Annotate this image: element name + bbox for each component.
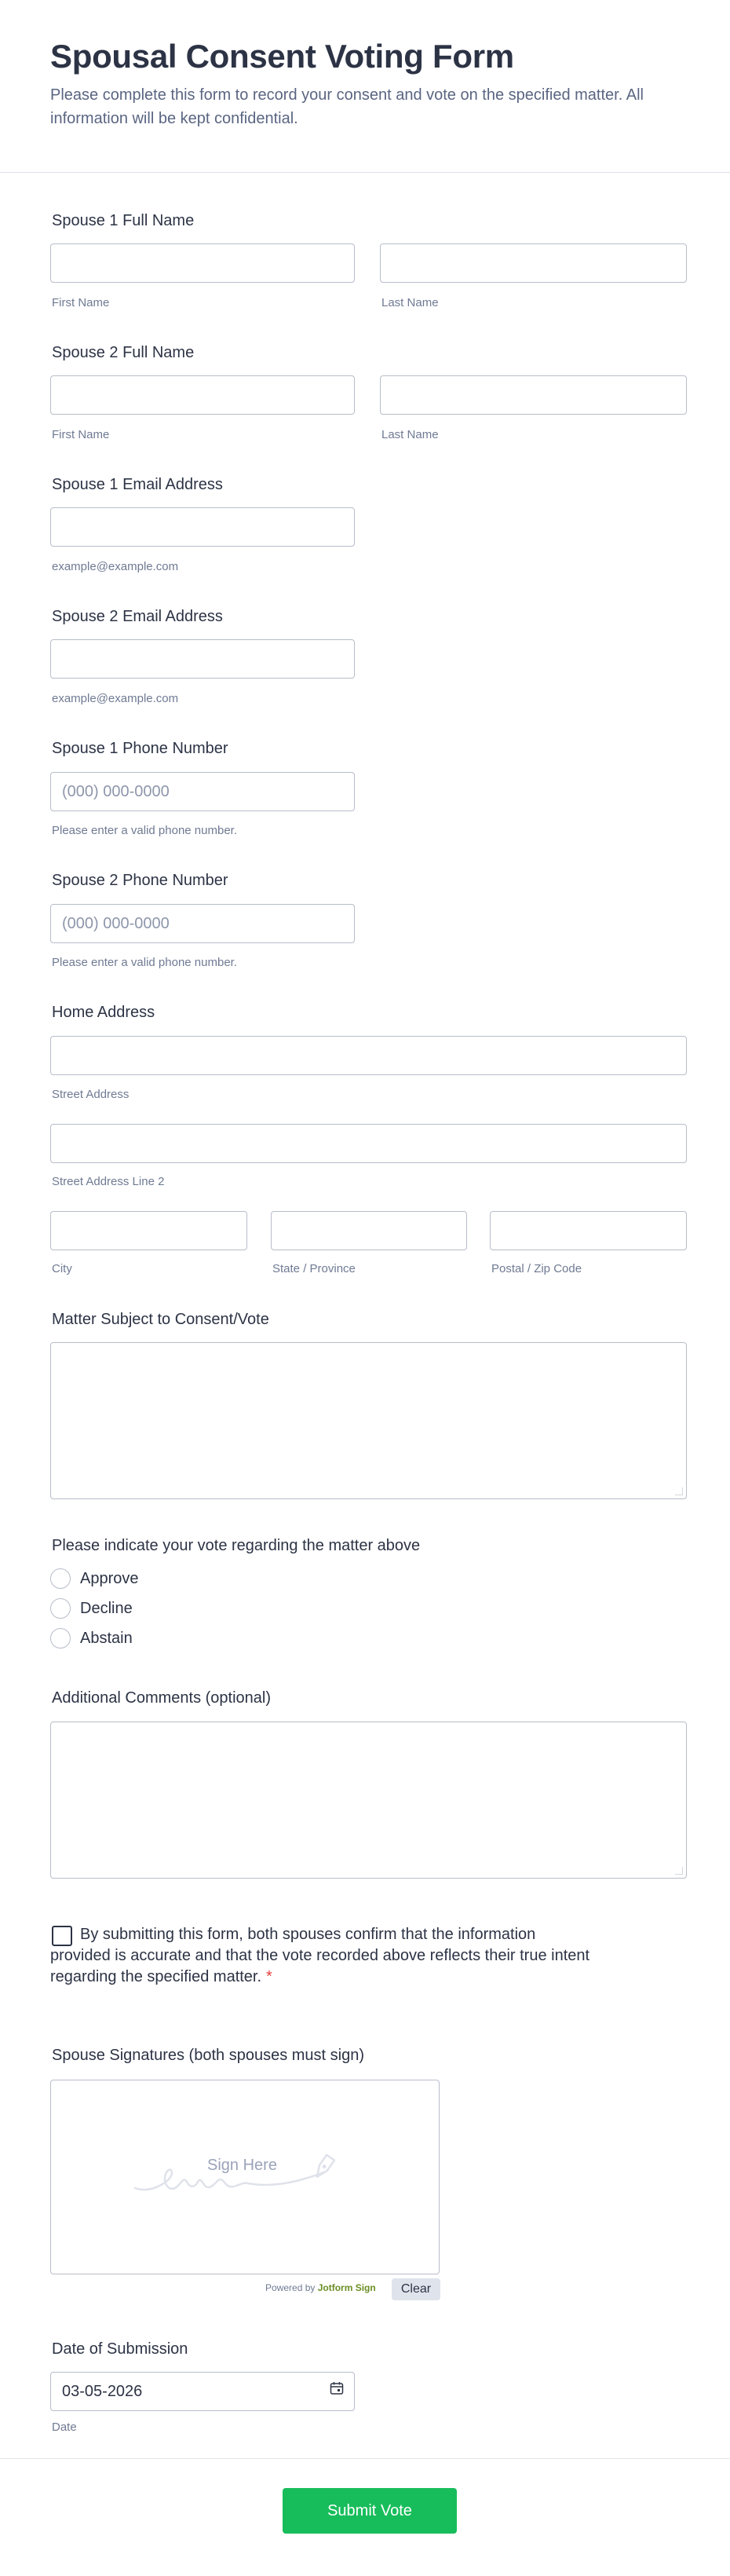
spouse1-name-label: Spouse 1 Full Name [52,212,195,229]
spouse2-email-sublabel: example@example.com [52,692,179,705]
submit-vote-button[interactable]: Submit Vote [283,2488,457,2534]
clear-signature-button[interactable]: Clear [392,2278,440,2300]
street-address-sublabel: Street Address [52,1088,130,1101]
spouse1-phone-input[interactable] [50,772,355,811]
address-label: Home Address [52,1004,155,1021]
signature-label: Spouse Signatures (both spouses must sign) [52,2047,364,2064]
spouse1-email-input[interactable] [50,507,355,547]
spouse2-email-label: Spouse 2 Email Address [52,608,223,625]
spouse2-first-name-sublabel: First Name [52,428,110,441]
spouse2-last-name-sublabel: Last Name [381,428,439,441]
resize-grip-icon[interactable] [675,1867,683,1875]
comments-textarea[interactable] [50,1722,687,1879]
state-input[interactable] [271,1211,467,1250]
jotform-sign-brand: Jotform Sign [317,2282,376,2293]
vote-option-label: Decline [80,1599,133,1617]
zip-sublabel: Postal / Zip Code [491,1262,582,1275]
powered-by [265,2282,376,2293]
vote-option-label: Approve [80,1569,139,1587]
form-header [0,0,730,173]
date-sublabel: Date [52,2420,77,2434]
zip-input[interactable] [490,1211,687,1250]
form-title: Spousal Consent Voting Form [50,38,514,75]
street-address-input[interactable] [50,1036,687,1075]
spouse2-email-input[interactable] [50,639,355,679]
radio-icon[interactable] [50,1628,71,1648]
spouse1-phone-label: Spouse 1 Phone Number [52,740,228,757]
spouse2-phone-input[interactable] [50,904,355,943]
consent-text [50,1924,600,1988]
vote-option-abstain[interactable] [50,1627,133,1649]
spouse1-email-label: Spouse 1 Email Address [52,476,223,493]
spouse1-first-name-input[interactable] [50,243,355,283]
footer-divider [0,2458,730,2459]
spouse2-first-name-input[interactable] [50,375,355,415]
street-address-line2-input[interactable] [50,1124,687,1163]
spouse1-last-name-input[interactable] [380,243,687,283]
vote-option-label: Abstain [80,1629,133,1647]
vote-label: Please indicate your vote regarding the matter above [52,1537,421,1554]
comments-label: Additional Comments (optional) [52,1689,272,1707]
spouse1-last-name-sublabel: Last Name [381,296,439,309]
spouse1-first-name-sublabel: First Name [52,296,110,309]
spouse2-phone-sublabel: Please enter a valid phone number. [52,956,237,969]
form-subtitle: Please complete this form to record your consent and vote on the specified matter. All information will be kept confidential. [50,86,644,127]
street-address-line2-sublabel: Street Address Line 2 [52,1175,165,1188]
spouse1-email-sublabel: example@example.com [52,560,179,573]
vote-option-decline[interactable] [50,1597,133,1619]
city-input[interactable] [50,1211,247,1250]
spouse2-phone-label: Spouse 2 Phone Number [52,872,228,889]
vote-option-approve[interactable] [50,1568,139,1590]
consent-statement: By submitting this form, both spouses confirm that the information provided is accurate and that the vote recorded above reflects their true intent regarding the specified matter. [50,1926,590,1985]
calendar-icon[interactable] [330,2381,344,2395]
state-sublabel: State / Province [272,1262,356,1275]
signature-placeholder: Sign Here [207,2157,277,2174]
matter-textarea[interactable] [50,1342,687,1499]
powered-prefix: Powered by [265,2282,316,2293]
city-sublabel: City [52,1262,72,1275]
spouse2-name-label: Spouse 2 Full Name [52,344,195,361]
radio-icon[interactable] [50,1598,71,1619]
date-label: Date of Submission [52,2340,188,2358]
spouse1-phone-sublabel: Please enter a valid phone number. [52,824,237,837]
required-asterisk: * [266,1968,272,1985]
matter-label: Matter Subject to Consent/Vote [52,1311,269,1328]
date-input[interactable] [50,2372,355,2411]
resize-grip-icon[interactable] [675,1487,683,1495]
spouse2-last-name-input[interactable] [380,375,687,415]
radio-icon[interactable] [50,1568,71,1589]
